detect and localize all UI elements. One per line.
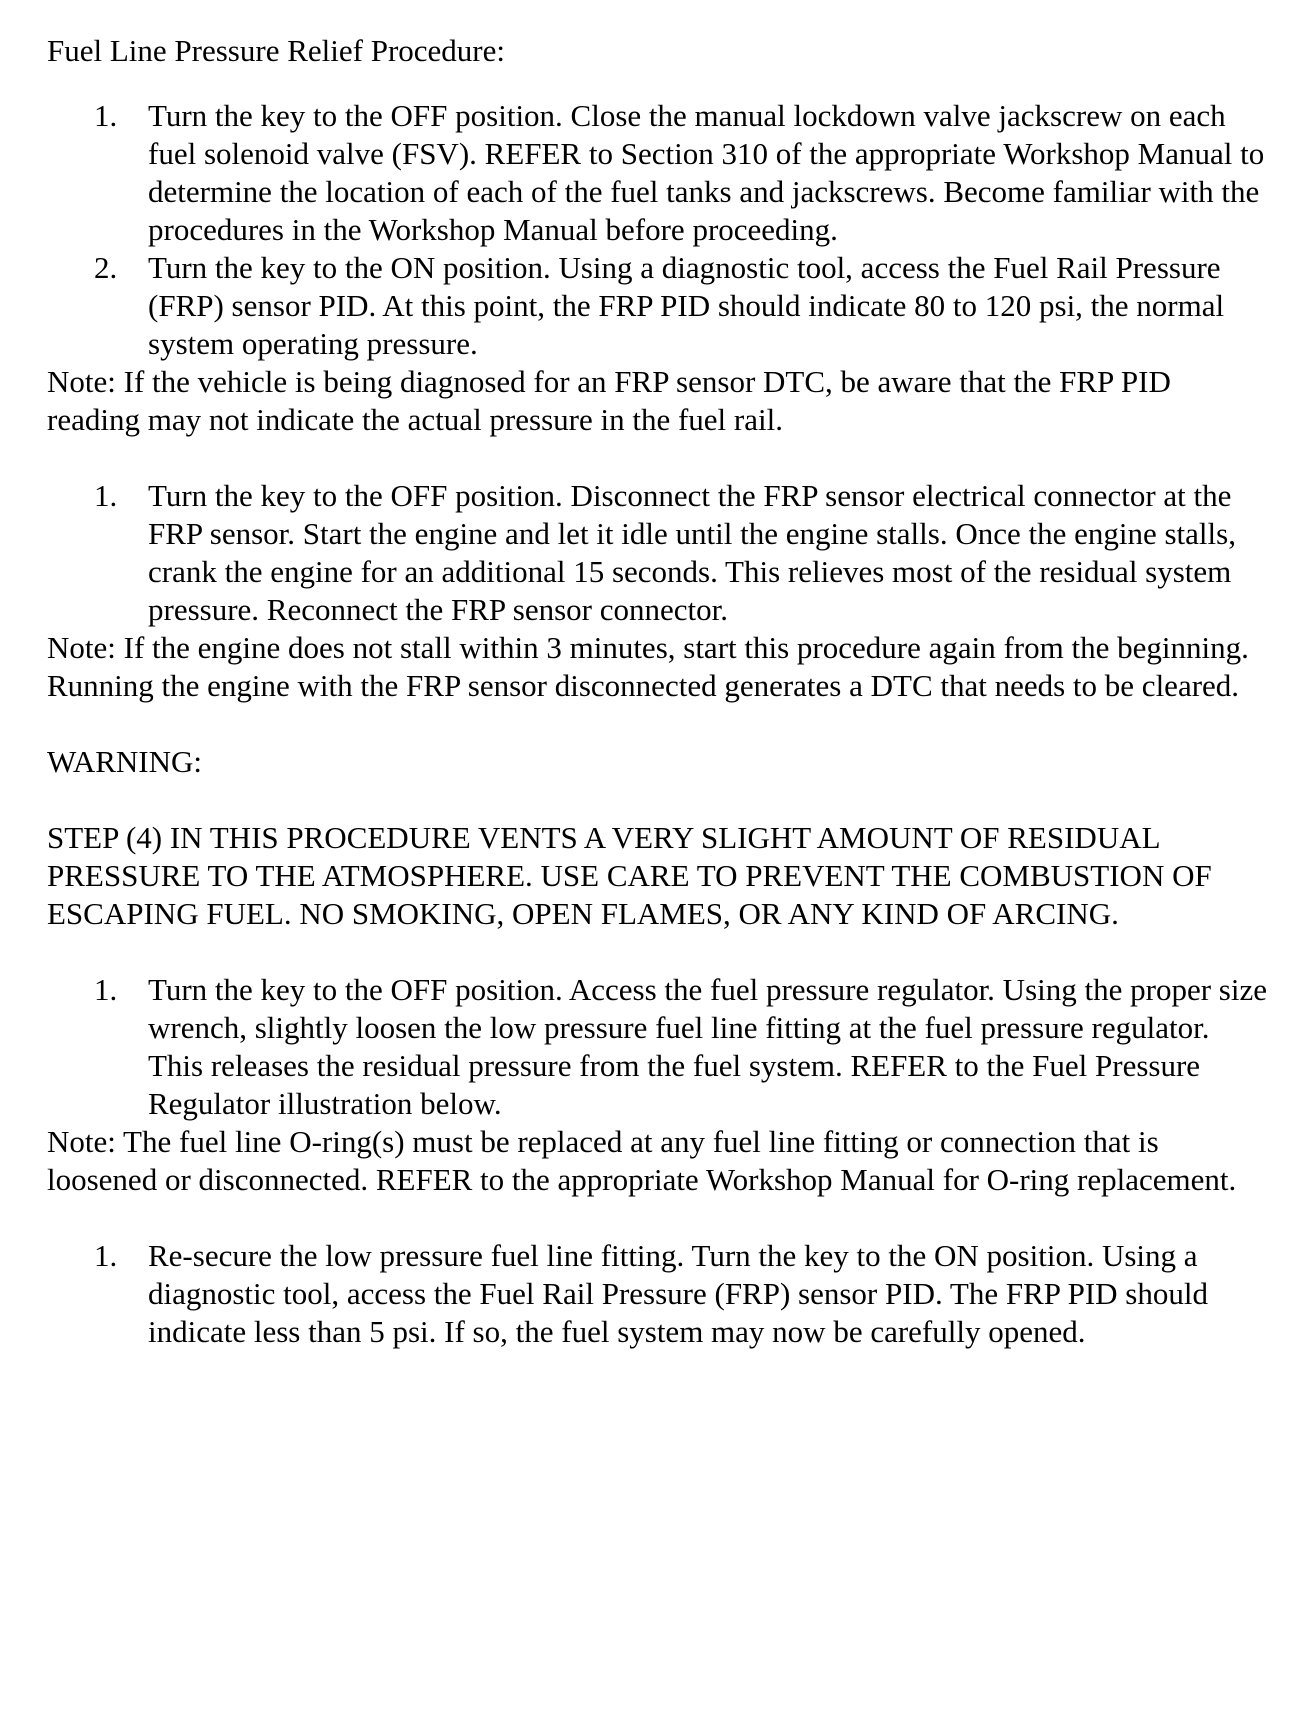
warning-title: WARNING:	[47, 744, 202, 779]
step-number: 1.	[94, 1238, 118, 1273]
warning-text: STEP (4) IN THIS PROCEDURE VENTS A VERY SLIGHT AMOUNT OF RESIDUAL PRESSURE TO THE ATMOSPHERE. USE CARE TO PREVENT THE COMBUSTION OF ESCAPING FUEL. NO SMOKING, OPEN FLAMES, OR ANY KIND OF ARCING.	[47, 820, 1212, 931]
list-item	[47, 1237, 1267, 1351]
step-text: Turn the key to the ON position. Using a diagnostic tool, access the Fuel Rail Pressure (FRP) sensor PID. At this point, the FRP PID should indicate 80 to 120 psi, the normal system operating pressure.	[148, 250, 1225, 361]
note-o-ring: Note: The fuel line O-ring(s) must be replaced at any fuel line fitting or connection that is loosened or disconnected. REFER to the appropriate Workshop Manual for O-ring replacement.	[47, 1124, 1237, 1197]
procedure-list-1	[47, 97, 1267, 363]
step-number: 1.	[94, 98, 118, 133]
procedure-list-3	[47, 971, 1267, 1123]
list-item	[47, 249, 1267, 363]
step-text: Turn the key to the OFF position. Close the manual lockdown valve jackscrew on each fuel solenoid valve (FSV). REFER to Section 310 of the appropriate Workshop Manual to determine the location of each of the fuel tanks and jackscrews. Become familiar with the procedures in the Workshop Manual before proceeding.	[148, 98, 1265, 247]
step-number: 1.	[94, 478, 118, 513]
note-engine-stall: Note: If the engine does not stall within 3 minutes, start this procedure again from the beginning. Running the engine with the FRP sensor disconnected generates a DTC that needs to be cleared.	[47, 630, 1249, 703]
list-item	[47, 97, 1267, 249]
step-text: Turn the key to the OFF position. Access the fuel pressure regulator. Using the proper size wrench, slightly loosen the low pressure fuel line fitting at the fuel pressure regulator. This releases the residual pressure from the fuel system. REFER to the Fuel Pressure Regulator illustration below.	[148, 972, 1267, 1121]
procedure-list-4	[47, 1237, 1267, 1351]
list-item	[47, 477, 1267, 629]
step-text: Re-secure the low pressure fuel line fitting. Turn the key to the ON position. Using a diagnostic tool, access the Fuel Rail Pressure (FRP) sensor PID. The FRP PID should indicate less than 5 psi. If so, the fuel system may now be carefully opened.	[148, 1238, 1208, 1349]
document-page	[47, 32, 1267, 1351]
list-item	[47, 971, 1267, 1123]
document-title: Fuel Line Pressure Relief Procedure:	[47, 33, 505, 68]
step-text: Turn the key to the OFF position. Disconnect the FRP sensor electrical connector at the FRP sensor. Start the engine and let it idle until the engine stalls. Once the engine stalls, crank the engine for an additional 15 seconds. This relieves most of the residual system pressure. Reconnect the FRP sensor connector.	[148, 478, 1236, 627]
step-number: 2.	[94, 250, 118, 285]
procedure-list-2	[47, 477, 1267, 629]
note-frp-dtc: Note: If the vehicle is being diagnosed for an FRP sensor DTC, be aware that the FRP PID reading may not indicate the actual pressure in the fuel rail.	[47, 364, 1171, 437]
step-number: 1.	[94, 972, 118, 1007]
